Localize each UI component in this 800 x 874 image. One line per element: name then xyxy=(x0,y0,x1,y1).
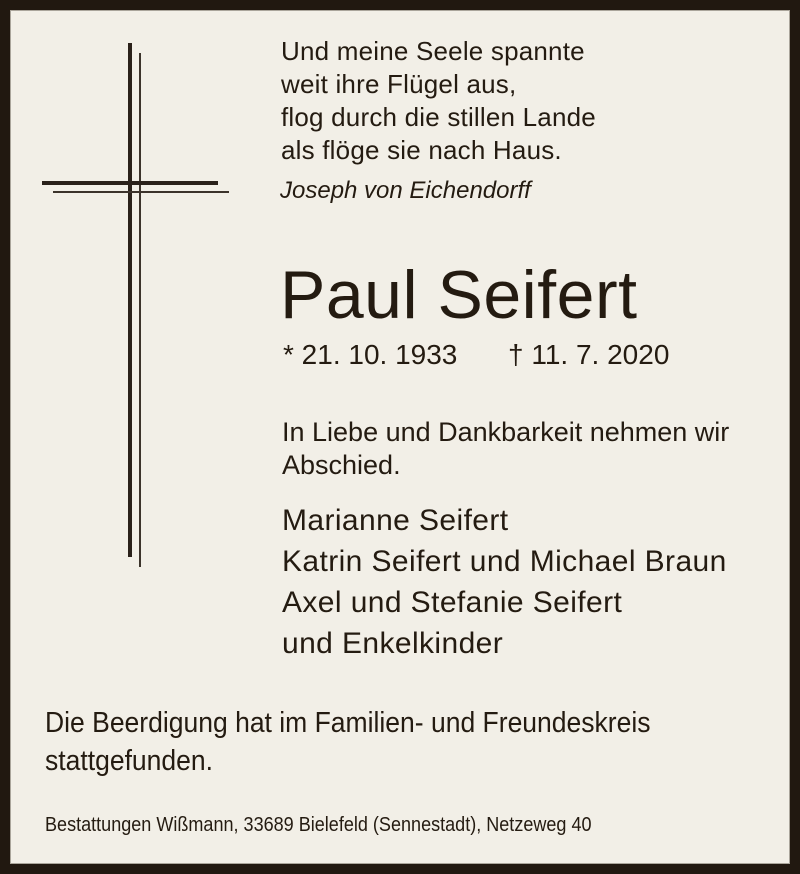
cross-vertical-thin xyxy=(139,53,141,567)
poem-attribution: Joseph von Eichendorff xyxy=(280,177,531,204)
burial-notice-line: stattgefunden. xyxy=(45,745,214,777)
cross-horizontal-thin xyxy=(53,191,229,193)
death-date: † 11. 7. 2020 xyxy=(508,339,670,370)
mourner: Axel und Stefanie Seifert xyxy=(282,586,623,619)
mourner: Marianne Seifert xyxy=(282,504,509,537)
burial-notice-line: Die Beerdigung hat im Familien- und Freundeskreis xyxy=(45,707,651,739)
funeral-home-info: Bestattungen Wißmann, 33689 Bielefeld (Sennestadt), Netzeweg 40 xyxy=(45,813,592,836)
cross-horizontal-thick xyxy=(42,181,218,185)
mourners-list xyxy=(282,500,727,664)
poem-line: Und meine Seele spannte xyxy=(281,36,585,66)
deceased-name: Paul Seifert xyxy=(280,257,638,333)
birth-date: * 21. 10. 1933 xyxy=(283,339,458,370)
mourner: und Enkelkinder xyxy=(282,627,504,660)
mourner: Katrin Seifert und Michael Braun xyxy=(282,545,727,578)
cross-vertical-thick xyxy=(128,43,132,557)
poem-line: flog durch die stillen Lande xyxy=(281,102,596,132)
poem xyxy=(281,35,596,167)
poem-line: als flöge sie nach Haus. xyxy=(281,135,562,165)
poem-line: weit ihre Flügel aus, xyxy=(281,69,517,99)
farewell-line: Abschied. xyxy=(282,450,401,480)
farewell-line: In Liebe und Dankbarkeit nehmen wir xyxy=(282,417,730,447)
burial-notice xyxy=(45,704,650,780)
farewell-text xyxy=(282,416,729,482)
